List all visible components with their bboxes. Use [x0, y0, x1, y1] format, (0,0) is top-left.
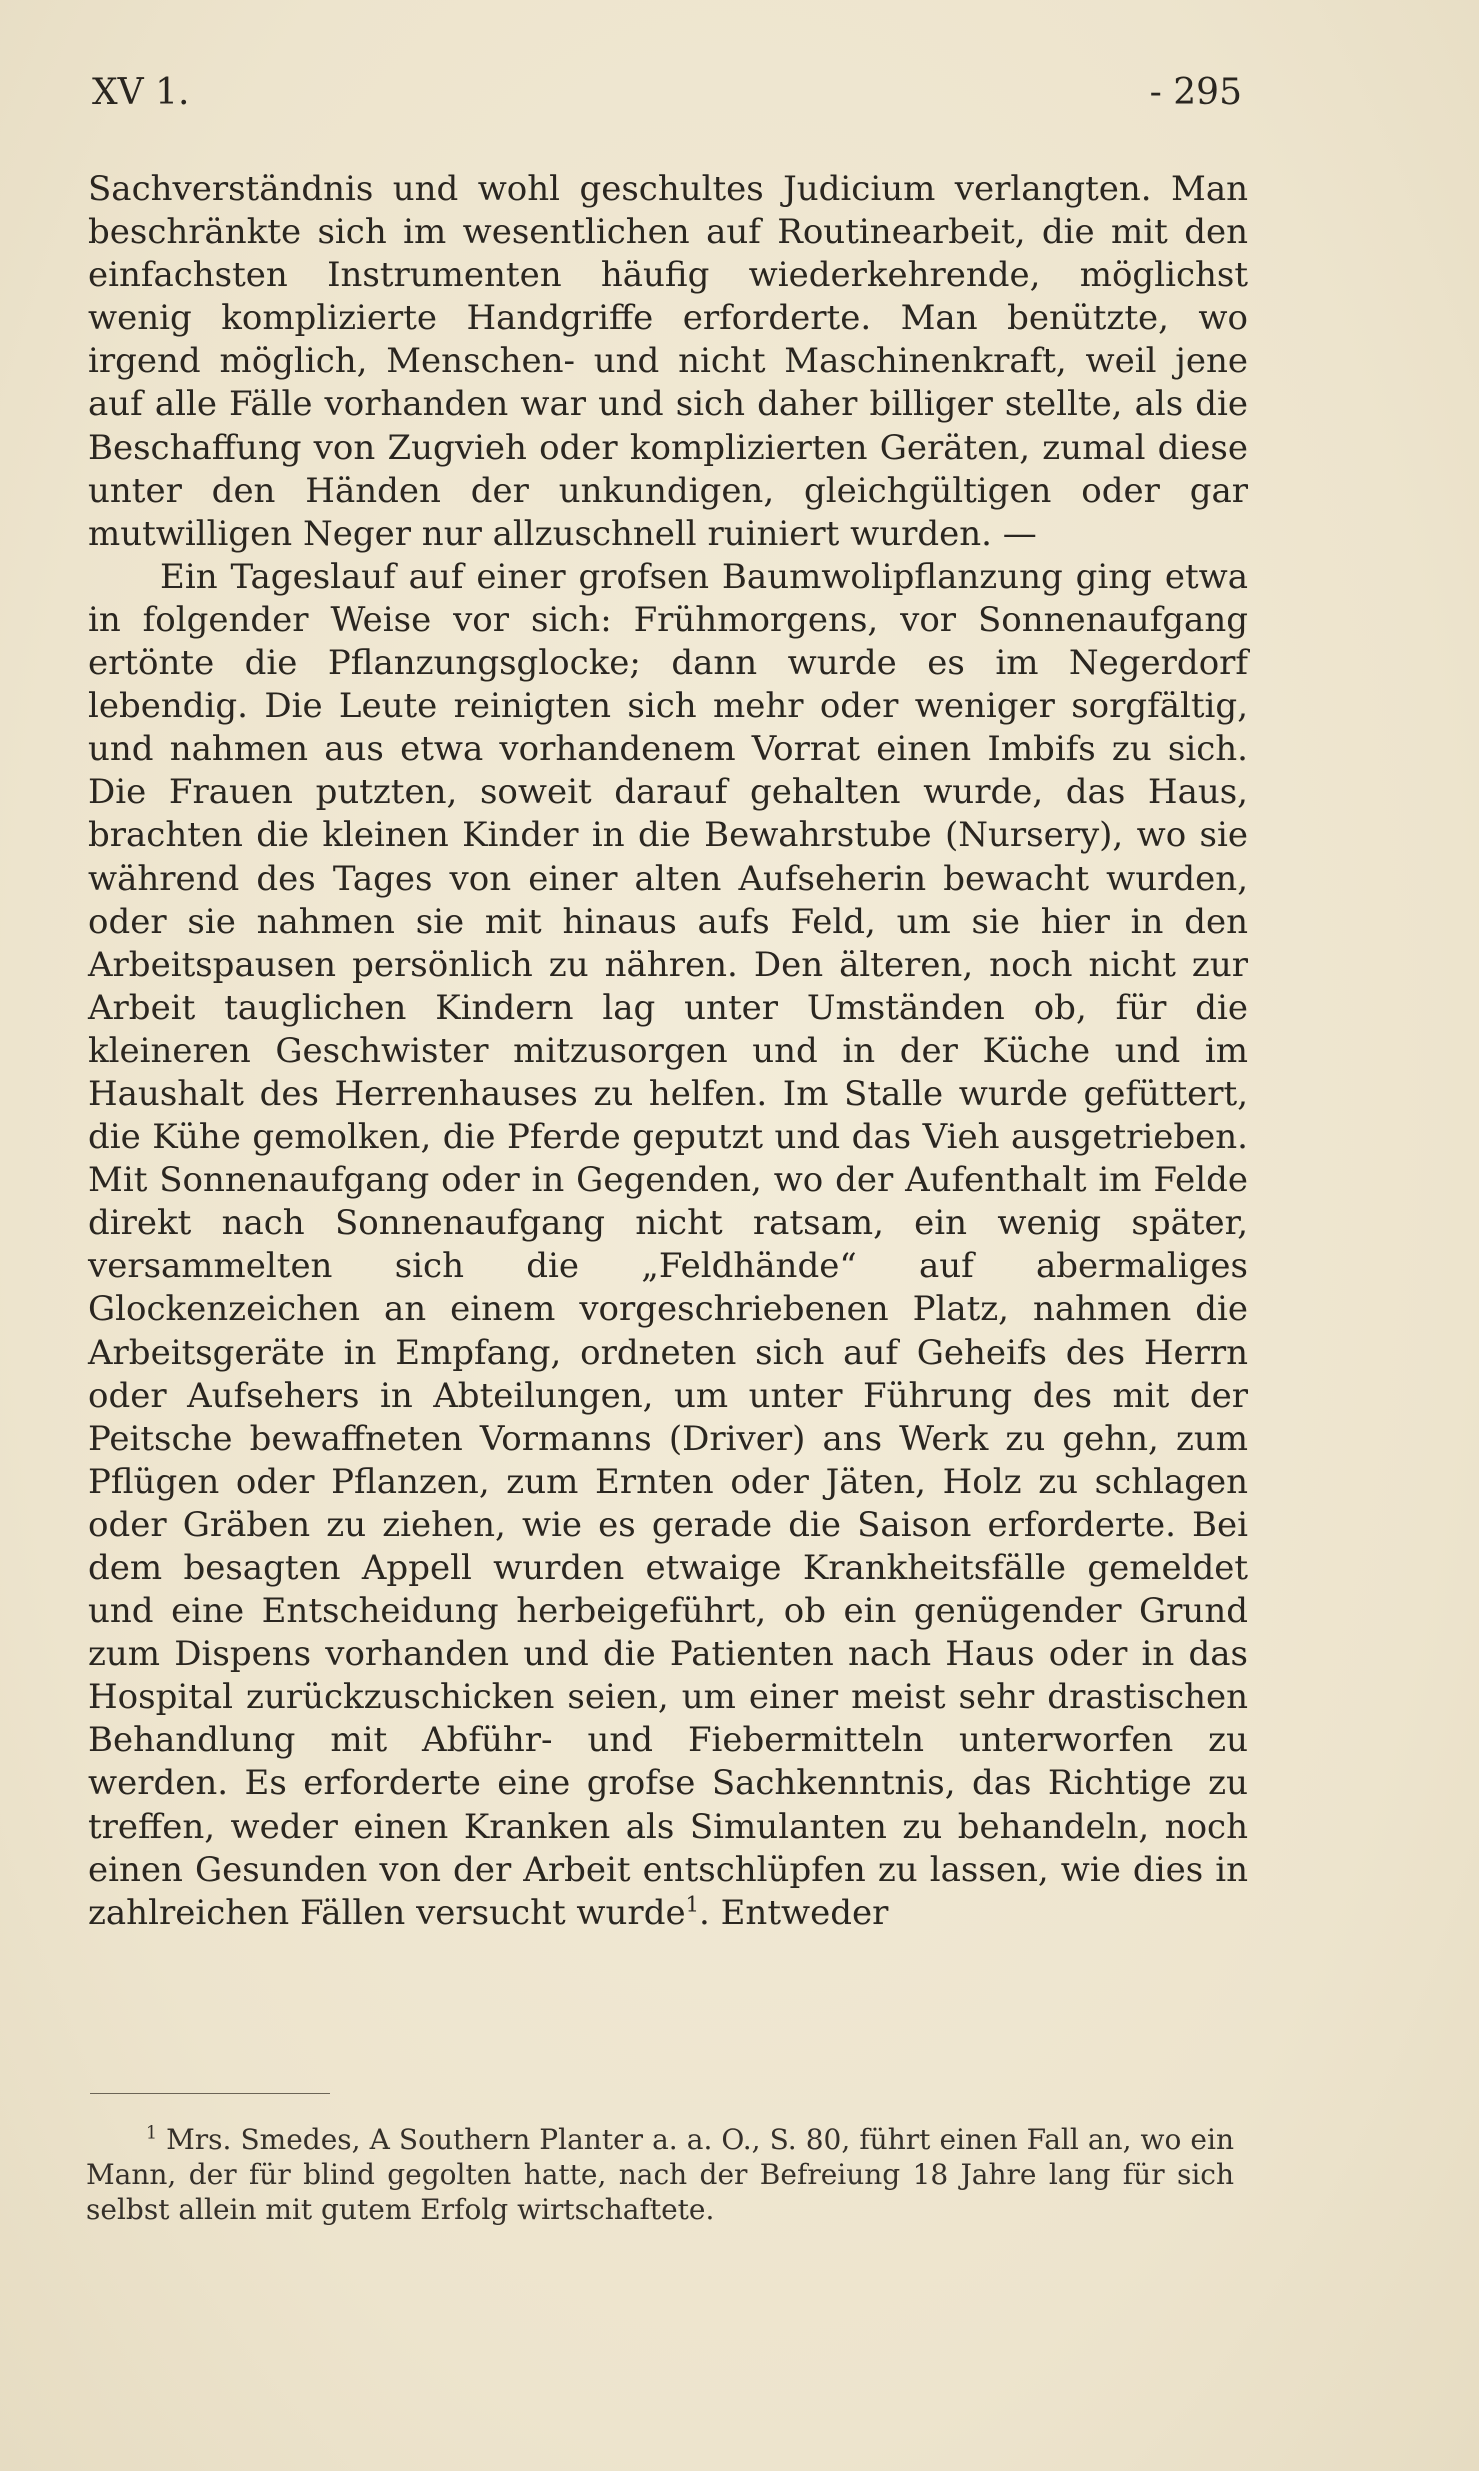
footnote-marker: 1: [146, 2123, 158, 2144]
footnote-divider: [90, 2093, 330, 2094]
paragraph-2-end: . Entweder: [699, 1892, 889, 1933]
footnote-reference[interactable]: 1: [685, 1891, 699, 1917]
running-head: XV 1.: [92, 72, 190, 113]
footnote: [86, 2122, 1234, 2227]
main-text: [88, 168, 1248, 1935]
page-header: [92, 72, 1242, 132]
paragraph-2-text: Ein Tageslauf auf einer grofsen Baumwolipflanzung ging etwa in folgender Weise vor sich: Frühmorgens, vor Sonnenaufgang ertönte die Pflanzungsglocke; dann wurde es im Negerdorf lebendig. Die Leute reinigten sich mehr oder weniger sorgfältig, und nahmen aus etwa vorhandenem Vorrat einen Imbifs zu sich. Die Frauen putzten, soweit darauf gehalten wurde, das Haus, brachten die kleinen Kinder in die Bewahrstube (Nursery), wo sie während des Tages von einer alten Aufseherin bewacht wurden, oder sie nahmen sie mit hinaus aufs Feld, um sie hier in den Arbeitspausen persönlich zu nähren. Den älteren, noch nicht zur Arbeit tauglichen Kindern lag unter Umständen ob, für die kleineren Geschwister mitzusorgen und in der Küche und im Haushalt des Herrenhauses zu helfen. Im Stalle wurde gefüttert, die Kühe gemolken, die Pferde geputzt und das Vieh ausgetrieben. Mit Sonnenaufgang oder in Gegenden, wo der Aufenthalt im Felde direkt nach Sonnenaufgang nicht ratsam, ein wenig später, versammelten sich die „Feldhände“ auf abermaliges Glockenzeichen an einem vorgeschriebenen Platz, nahmen die Arbeitsgeräte in Empfang, ordneten sich auf Geheifs des Herrn oder Aufsehers in Abteilungen, um unter Führung des mit der Peitsche bewaffneten Vormanns (Driver) ans Werk zu gehn, zum Pflügen oder Pflanzen, zum Ernten oder Jäten, Holz zu schlagen oder Gräben zu ziehen, wie es gerade die Saison erforderte. Bei dem besagten Appell wurden etwaige Krankheitsfälle gemeldet und eine Entscheidung herbeigeführt, ob ein genügender Grund zum Dispens vorhanden und die Patienten nach Haus oder in das Hospital zurückzuschicken seien, um einer meist sehr drastischen Behandlung mit Abführ- und Fiebermitteln unterworfen zu werden. Es erforderte eine grofse Sachkenntnis, das Richtige zu treffen, weder einen Kranken als Simulanten zu behandeln, noch einen Gesunden von der Arbeit entschlüpfen zu lassen, wie dies in zahlreichen Fällen versucht wurde: [88, 556, 1248, 1933]
footnote-text: Mrs. Smedes, A Southern Planter a. a. O., S. 80, führt einen Fall an, wo ein Mann, der für blind gegolten hatte, nach der Befreiung 18 Jahre lang für sich selbst allein mit gutem Erfolg wirtschaftete.: [86, 2123, 1234, 2226]
paragraph-1: Sachverständnis und wohl geschultes Judicium verlangten. Man beschränkte sich im wesentlichen auf Routinearbeit, die mit den einfachsten Instrumenten häufig wiederkehrende, möglichst wenig komplizierte Handgriffe erforderte. Man benützte, wo irgend möglich, Menschen- und nicht Maschinenkraft, weil jene auf alle Fälle vorhanden war und sich daher billiger stellte, als die Beschaffung von Zugvieh oder komplizierten Geräten, zumal diese unter den Händen der unkundigen, gleichgültigen oder gar mutwilligen Neger nur allzuschnell ruiniert wurden. —: [88, 169, 1248, 554]
paragraph-2: [88, 556, 1248, 1935]
page-number: - 295: [1149, 72, 1242, 113]
